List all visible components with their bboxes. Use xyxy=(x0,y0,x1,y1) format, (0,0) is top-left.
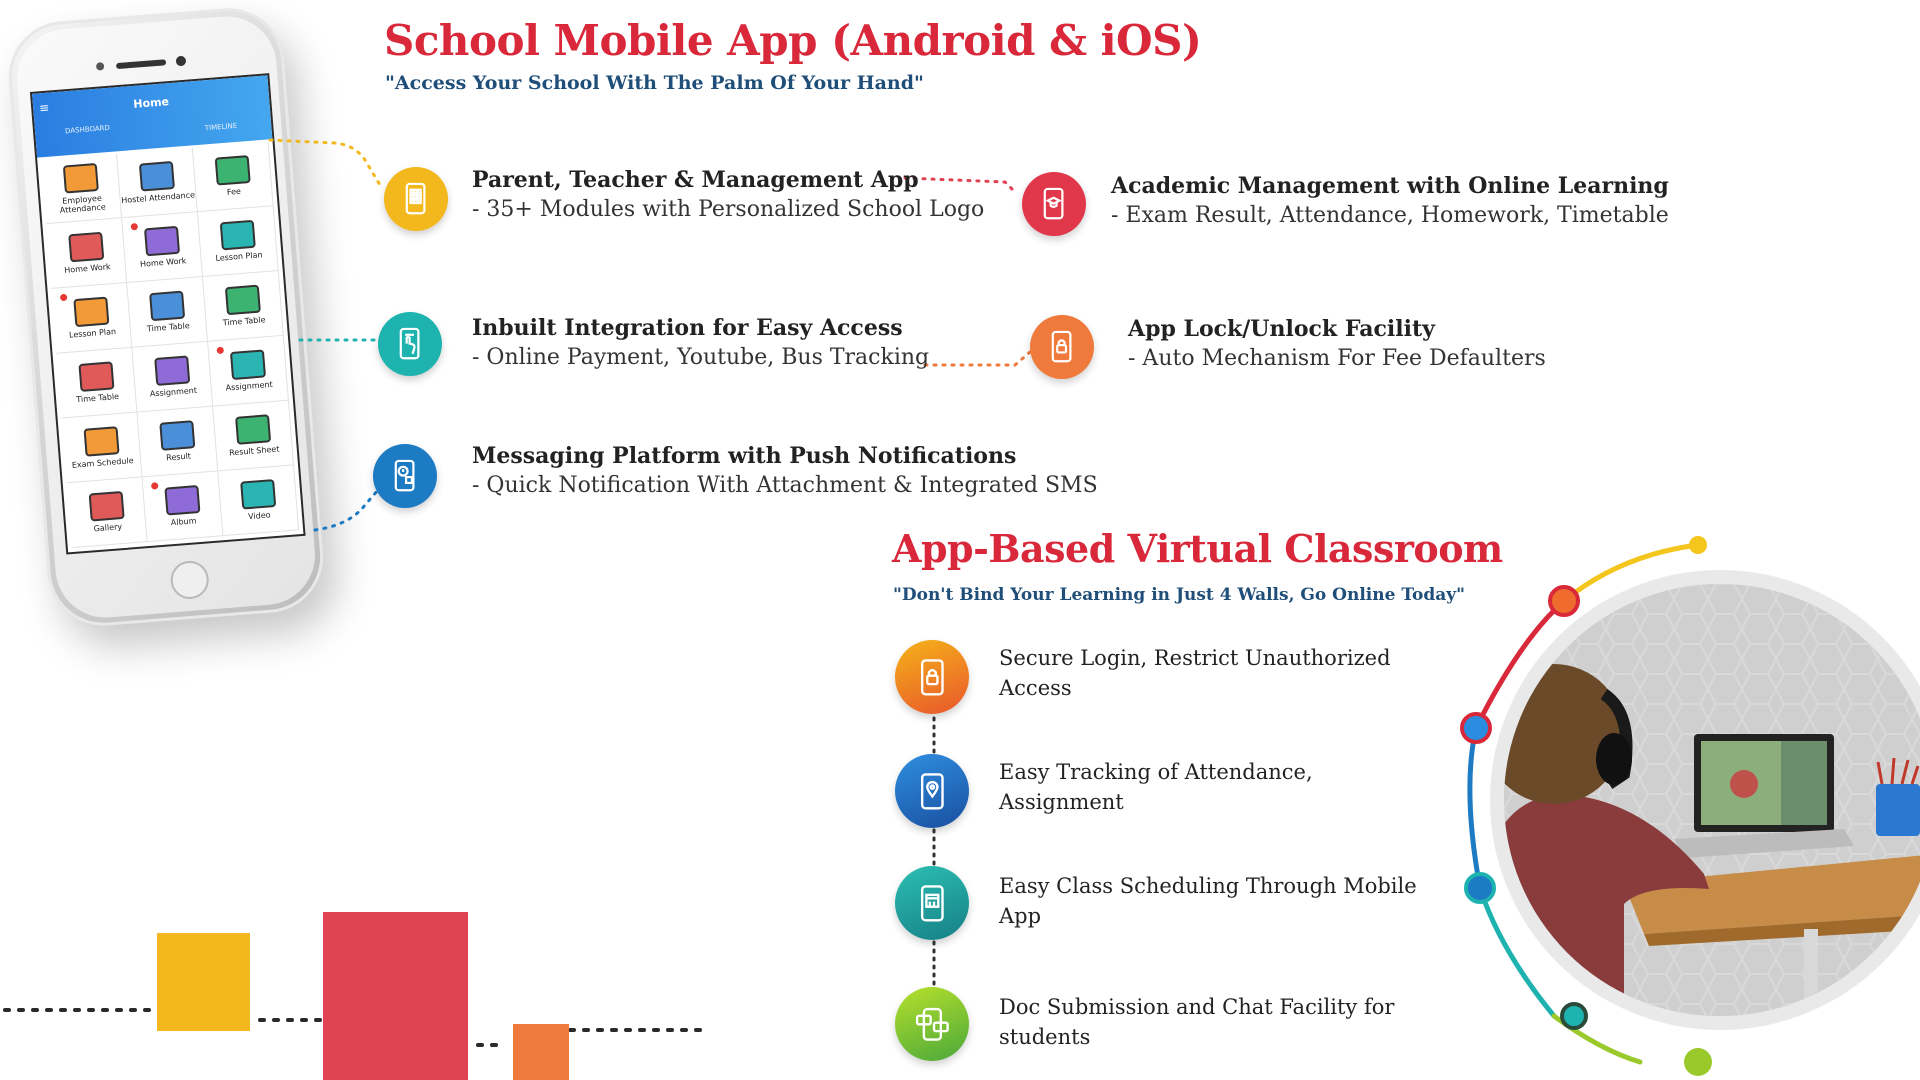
module-label: Hostel Attendance xyxy=(120,190,196,206)
module-label: Exam Schedule xyxy=(71,456,134,470)
module-icon xyxy=(149,291,185,322)
arc-dot-teal xyxy=(1562,1004,1586,1028)
tab-timeline[interactable]: TIMELINE xyxy=(204,121,238,133)
arc-dot-orange xyxy=(1550,587,1578,615)
arc-dot-blue-2 xyxy=(1466,874,1494,902)
module-tile[interactable] xyxy=(41,153,122,224)
module-label: Result xyxy=(165,451,192,463)
phone-chat-icon xyxy=(895,987,969,1061)
module-label: Assignment xyxy=(149,385,198,399)
module-tile[interactable] xyxy=(193,141,274,212)
module-tile[interactable] xyxy=(213,401,294,472)
module-tile[interactable] xyxy=(127,277,208,348)
vc-item-secure-login: Secure Login, Restrict Unauthorized Access xyxy=(999,646,1391,700)
phone-mockup xyxy=(5,4,328,630)
decor-block-red xyxy=(323,912,468,1080)
phone-notification-icon xyxy=(373,444,437,508)
notification-dot xyxy=(60,294,68,302)
phone-calendar-icon xyxy=(895,866,969,940)
module-label: Lesson Plan xyxy=(215,250,263,263)
page-subtitle: "Access Your School With The Palm Of Your Hand" xyxy=(385,72,924,94)
module-icon xyxy=(143,226,179,257)
module-label: Time Table xyxy=(75,391,120,405)
module-label: Time Table xyxy=(146,321,191,334)
module-icon xyxy=(235,414,271,445)
phone-location-icon xyxy=(895,754,969,828)
module-tile[interactable] xyxy=(137,407,218,478)
module-tile[interactable] xyxy=(203,271,284,342)
module-icon xyxy=(88,491,124,522)
module-tile[interactable] xyxy=(143,471,224,542)
module-tile[interactable] xyxy=(57,348,138,419)
arc-dot-green xyxy=(1684,1048,1712,1076)
vc-subtitle: "Don't Bind Your Learning in Just 4 Walls, Go Online Today" xyxy=(893,585,1466,605)
module-label: Video xyxy=(247,510,271,522)
module-tile[interactable] xyxy=(51,283,132,354)
phone-grid-icon xyxy=(384,167,448,231)
connector-lock xyxy=(925,352,1030,365)
module-icon xyxy=(214,155,250,186)
decor-block-yellow xyxy=(157,933,250,1031)
connector-messaging xyxy=(315,490,378,530)
feature-messaging-desc: - Quick Notification With Attachment & Integrated SMS xyxy=(472,473,1098,498)
module-tile[interactable] xyxy=(46,218,127,289)
notification-dot xyxy=(217,347,225,355)
connector-academic xyxy=(905,178,1015,192)
vc-title: App-Based Virtual Classroom xyxy=(892,526,1503,571)
module-tile[interactable] xyxy=(208,336,289,407)
tab-dashboard[interactable]: DASHBOARD xyxy=(64,123,111,136)
module-label: Fee xyxy=(226,186,242,197)
module-label: Gallery xyxy=(93,522,123,534)
phone-lock-icon xyxy=(1030,315,1094,379)
module-label: Lesson Plan xyxy=(68,326,117,340)
module-icon xyxy=(224,285,260,316)
module-tile[interactable] xyxy=(117,147,198,218)
phone-screen xyxy=(30,73,306,554)
module-label: Time Table xyxy=(222,315,266,328)
module-tile[interactable] xyxy=(198,206,279,277)
module-icon xyxy=(62,163,98,194)
notification-dot xyxy=(151,482,159,490)
feature-parent-app-desc: - 35+ Modules with Personalized School Logo xyxy=(472,197,985,222)
module-grid xyxy=(41,141,299,548)
module-icon xyxy=(73,297,109,328)
module-icon xyxy=(138,161,174,192)
module-icon xyxy=(154,355,190,386)
module-icon xyxy=(68,232,104,263)
phone-lock-icon xyxy=(895,640,969,714)
feature-lock-title: App Lock/Unlock Facility xyxy=(1128,316,1435,342)
mobile-graduation-icon xyxy=(1022,172,1086,236)
feature-academic-title: Academic Management with Online Learning xyxy=(1111,173,1669,199)
module-icon xyxy=(159,420,195,451)
module-icon xyxy=(164,485,200,516)
module-label: Home Work xyxy=(139,256,187,269)
module-icon xyxy=(83,426,119,457)
module-label: Assignment xyxy=(225,379,274,393)
module-tile[interactable] xyxy=(122,212,203,283)
module-label: Employee Attendance xyxy=(59,193,106,215)
decor-block-orange xyxy=(513,1024,569,1080)
phone-touch-icon xyxy=(378,312,442,376)
arc-dot-yellow xyxy=(1689,536,1707,554)
arc-dot-blue-1 xyxy=(1462,714,1490,742)
module-tile[interactable] xyxy=(218,465,299,536)
module-label: Result Sheet xyxy=(228,444,280,458)
module-icon xyxy=(78,361,114,392)
feature-lock-desc: - Auto Mechanism For Fee Defaulters xyxy=(1128,346,1546,371)
vc-item-doc-chat: Doc Submission and Chat Facility for students xyxy=(999,995,1395,1049)
feature-integration-title: Inbuilt Integration for Easy Access xyxy=(472,315,903,341)
feature-academic-desc: - Exam Result, Attendance, Homework, Timetable xyxy=(1111,203,1669,228)
feature-messaging-title: Messaging Platform with Push Notifications xyxy=(472,443,1017,469)
app-header-title: Home xyxy=(132,95,170,111)
module-icon xyxy=(240,479,276,510)
module-icon xyxy=(219,220,255,251)
student-laptop-photo xyxy=(1490,570,1920,1030)
module-tile[interactable] xyxy=(62,413,143,484)
feature-integration-desc: - Online Payment, Youtube, Bus Tracking xyxy=(472,345,930,370)
module-tile[interactable] xyxy=(132,342,213,413)
notification-dot xyxy=(131,223,139,231)
feature-parent-app-title: Parent, Teacher & Management App xyxy=(472,167,919,193)
menu-icon[interactable]: ≡ xyxy=(38,100,50,116)
module-tile[interactable] xyxy=(67,477,148,548)
module-label: Home Work xyxy=(63,262,111,275)
module-label: Album xyxy=(170,516,197,528)
vc-item-class-scheduling: Easy Class Scheduling Through Mobile App xyxy=(999,874,1417,928)
module-icon xyxy=(229,349,265,380)
page-title: School Mobile App (Android & iOS) xyxy=(384,16,1202,65)
vc-item-attendance-tracking: Easy Tracking of Attendance, Assignment xyxy=(999,760,1313,814)
